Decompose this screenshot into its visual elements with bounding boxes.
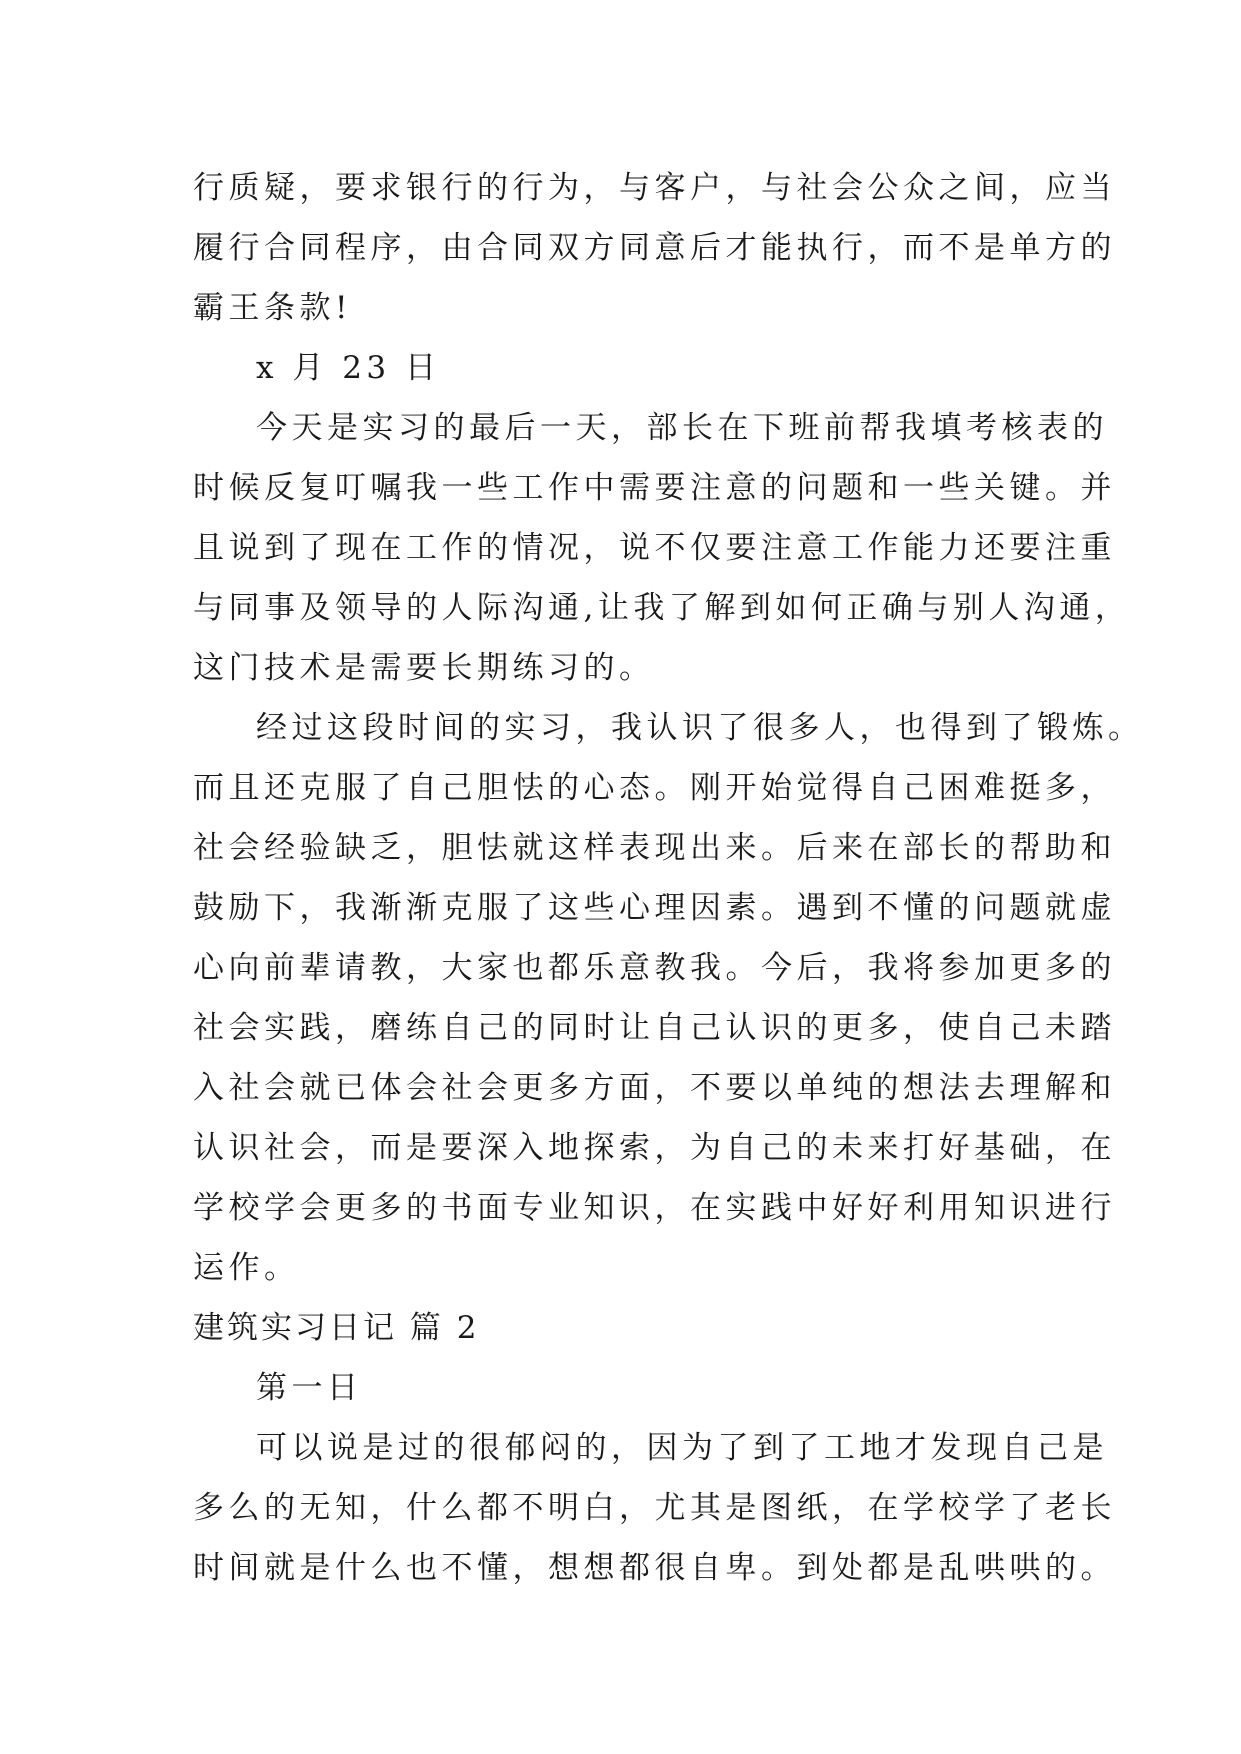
- paragraph-line: 认识社会，而是要深入地探索，为自己的未来打好基础，在: [193, 1130, 1116, 1166]
- paragraph-line: 与同事及领导的人际沟通,让我了解到如何正确与别人沟通，: [193, 590, 1131, 626]
- paragraph-line: 霸王条款!: [193, 290, 352, 326]
- paragraph-line: 时候反复叮嘱我一些工作中需要注意的问题和一些关键。并: [193, 470, 1116, 506]
- paragraph-line: 可以说是过的很郁闷的，因为了到了工地才发现自己是: [256, 1430, 1108, 1466]
- document-page: [193, 158, 1144, 1598]
- paragraph-line: 今天是实习的最后一天，部长在下班前帮我填考核表的: [256, 410, 1108, 446]
- paragraph-line: 社会实践，磨练自己的同时让自己认识的更多，使自己未踏: [193, 1010, 1116, 1046]
- paragraph-line: 多么的无知，什么都不明白，尤其是图纸，在学校学了老长: [193, 1490, 1116, 1526]
- paragraph-line: 行质疑，要求银行的行为，与客户，与社会公众之间，应当: [193, 170, 1116, 206]
- paragraph-line: 鼓励下，我渐渐克服了这些心理因素。遇到不懂的问题就虚: [193, 890, 1116, 926]
- paragraph-line: 运作。: [193, 1250, 300, 1286]
- paragraph-line: 这门技术是需要长期练习的。: [193, 650, 655, 686]
- paragraph-line: 社会经验缺乏，胆怯就这样表现出来。后来在部长的帮助和: [193, 830, 1116, 866]
- diary-date: x 月 23 日: [256, 350, 441, 386]
- diary-day-title: 第一日: [256, 1370, 363, 1406]
- paragraph-line: 入社会就已体会社会更多方面，不要以单纯的想法去理解和: [193, 1070, 1116, 1106]
- paragraph-line: 且说到了现在工作的情况，说不仅要注意工作能力还要注重: [193, 530, 1116, 566]
- paragraph-line: 履行合同程序，由合同双方同意后才能执行，而不是单方的: [193, 230, 1116, 266]
- paragraph-line: 心向前辈请教，大家也都乐意教我。今后，我将参加更多的: [193, 950, 1116, 986]
- paragraph-line: 时间就是什么也不懂，想想都很自卑。到处都是乱哄哄的。: [193, 1550, 1116, 1586]
- section-heading: 建筑实习日记 篇 2: [193, 1310, 480, 1346]
- paragraph-line: 而且还克服了自己胆怯的心态。刚开始觉得自己困难挺多，: [193, 770, 1116, 806]
- paragraph-line: 学校学会更多的书面专业知识，在实践中好好利用知识进行: [193, 1190, 1116, 1226]
- paragraph-line: 经过这段时间的实习，我认识了很多人，也得到了锻炼。: [256, 710, 1144, 746]
